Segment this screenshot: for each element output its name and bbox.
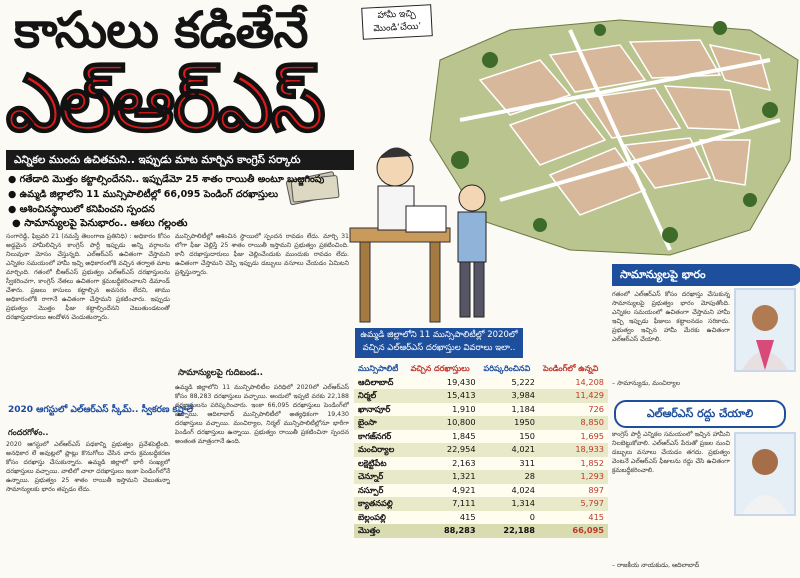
number-cell: 415 (407, 511, 480, 525)
bullet-3: ● ఆశించినస్థాయిలో కనిపించని స్పందన (8, 204, 155, 215)
table-row (354, 403, 608, 417)
article-column-1: సంగారెడ్డి, ఫిబ్రవరి 21 (నమస్తే తెలంగాణ ప్రతినిధి) : అధికారం కోసం అడ్డమైన హామీలిచ్చిన కాంగ్రెస్ పార్టీ ఇప్పుడు అన్ని వర్గాలను నిలువునా మోసం చేస్తున్నది. ఎల్ఆర్ఎస్ ఉచితంగా చేస్తామని ఎన్నికల సమయంలో హామీ ఇచ్చి అధికారంలోకి వచ్చిన తర్వాత మాట మార్చింది. గతంలో బీఆర్ఎస్ ప్రభుత్వం ఎల్ఆర్ఎస్ దరఖాస్తులను స్వీకరించగా, కాంగ్రెస్ నేతలు ఉచితంగా క్రమబద్ధీకరించాలని డిమాండ్ చేశారు. ప్రజలు కాసులు కట్టాల్సిన అవసరం లేదని, తాము అధికారంలోకి రాగానే ఉచితంగా చేస్తామని ప్రకటించారు. ఇప్పుడు ప్రభుత్వం మొత్తం ఫీజు కట్టాల్సిందేనని చెబుతుండటంతో దరఖాస్తుదారులు ఆందోళన చెందుతున్నారు. (6, 233, 170, 321)
table-row (354, 511, 608, 525)
article-column-1b: 2020 ఆగస్టులో ఎల్ఆర్ఎస్ పథకాన్ని ప్రభుత్వం ప్రవేశపెట్టింది. అనధికార లే అవుట్లలో ప్లాట్లు కొనుగోలు చేసిన వారు క్రమబద్ధీకరణ కోసం దరఖాస్తు చేసుకున్నారు. ఉమ్మడి జిల్లాలో భారీ సంఖ్యలో దరఖాస్తులు వచ్చాయి. వాటిలో చాలా దరఖాస్తులు ఇంకా పెండింగ్‌లోనే ఉన్నాయి. ప్రభుత్వం 25 శాతం రాయితీ ఇస్తామని చెబుతున్నా సామాన్యులకు భారం తప్పడం లేదు. (6, 441, 170, 493)
number-cell: 1,910 (407, 403, 480, 417)
number-cell: 1,293 (539, 470, 608, 484)
number-cell: 22,954 (407, 443, 480, 457)
table-row (354, 376, 608, 390)
table-header-row (354, 362, 608, 376)
subhead: ● సామాన్యులపై పెనుభారం.. ఆశలు గల్లంతు (12, 218, 188, 229)
table-row (354, 497, 608, 511)
number-cell: 1,314 (480, 497, 539, 511)
number-cell: 11,429 (539, 389, 608, 403)
headline-line-2: ఎల్ఆర్ఎస్ (6, 59, 324, 149)
table-row (354, 457, 608, 471)
number-cell: 3,984 (480, 389, 539, 403)
header-resolved: పరిష్కరించినవి (483, 364, 531, 373)
number-cell: 4,921 (407, 484, 480, 498)
table-total-row (354, 524, 608, 538)
applications-table (354, 362, 608, 538)
number-cell: 1,852 (539, 457, 608, 471)
number-cell: 1950 (480, 416, 539, 430)
number-cell: 5,222 (480, 376, 539, 390)
number-cell: 10,800 (407, 416, 480, 430)
number-cell: 15,413 (407, 389, 480, 403)
municipality-cell: బెల్లంపల్లి (354, 511, 407, 525)
number-cell: 8,850 (539, 416, 608, 430)
table-caption: ఉమ్మడి జిల్లాలోని 11 మున్సిపాలిటీల్లో 2020లో వచ్చిన ఎల్ఆర్ఎస్ దరఖాస్తుల వివరాలు ఇలా.. (355, 328, 523, 358)
number-cell: 5,797 (539, 497, 608, 511)
person-photo-2 (734, 432, 796, 516)
sidebar-box2-title: ఎల్ఆర్ఎస్ రద్దు చేయాలి (614, 400, 786, 428)
bullet-1: ● గతేడాది మొత్తం కట్టాల్సిందేనని.. ఇప్పుడేమో 25 శాతం రాయితీ అంటూ బుజ్జగింపు (8, 174, 325, 185)
number-cell: 415 (539, 511, 608, 525)
header-pending: పెండింగ్‌లో ఉన్నవి (543, 364, 599, 373)
municipality-cell: బైంసా (354, 416, 407, 430)
number-cell: 1,321 (407, 470, 480, 484)
sidebar-box2-text: కాంగ్రెస్ పార్టీ ఎన్నికల సమయంలో ఇచ్చిన హామీని నిలబెట్టుకోవాలి. ఎల్ఆర్ఎస్ పేరుతో ప్రజల నుంచి డబ్బులు వసూలు చేయడం తగదు. ప్రభుత్వం వెంటనే ఎల్ఆర్ఎస్ ఫీజులను రద్దు చేసి ఉచితంగా క్రమబద్ధీకరించాలి. (612, 431, 730, 474)
table-row (354, 430, 608, 444)
number-cell: 4,024 (480, 484, 539, 498)
municipality-cell: లక్షెట్టిపేట (354, 457, 407, 471)
section-head-1: 2020 ఆగస్టులో ఎల్ఆర్ఎస్ స్కీమ్.. స్వీకరణ కష్టాలే (8, 405, 193, 415)
number-cell: 28 (480, 470, 539, 484)
municipality-cell: మంచిర్యాల (354, 443, 407, 457)
headline-bar: ఎన్నికల ముందు ఉచితమని.. ఇప్పుడు మాట మార్చిన కాంగ్రెస్ సర్కారు (6, 150, 354, 170)
municipality-cell: నిర్మల్ (354, 389, 407, 403)
number-cell: 4,021 (480, 443, 539, 457)
bullet-2: ● ఉమ్మడి జిల్లాలోని 11 మున్సిపాలిటీల్లో 66,095 పెండింగ్ దరఖాస్తులు (8, 189, 279, 200)
municipality-cell: క్యాతనపల్లి (354, 497, 407, 511)
section-head-3: సామాన్యులపై గుదిబండ.. (178, 368, 264, 378)
headline-line-1: కాసులు కడితేనే (14, 1, 308, 59)
header-municipality: మున్సిపాలిటీ (358, 364, 399, 373)
header-received: వచ్చిన దరఖాస్తులు (410, 364, 470, 373)
sidebar-box1-title: సామాన్యులపై భారం (612, 264, 800, 286)
number-cell: 19,430 (407, 376, 480, 390)
sidebar-box1-caption: – సామాన్యుడు, మంచిర్యాల (612, 380, 681, 387)
number-cell: 66,095 (539, 524, 608, 538)
number-cell: 897 (539, 484, 608, 498)
sidebar-box1-text: గతంలో ఎల్ఆర్ఎస్ కోసం దరఖాస్తు చేసుకున్న సామాన్యులపై ప్రభుత్వం భారం మోపుతోంది. ఎన్నికల సమయంలో ఉచితంగా చేస్తామని హామీ ఇచ్చి ఇప్పుడు ఫీజులు కట్టాలనడం సరికాదు. ప్రభుత్వం ఇచ్చిన హామీ మేరకు ఉచితంగా ఎల్ఆర్ఎస్ చేయాలి. (612, 291, 730, 343)
number-cell: 1,184 (480, 403, 539, 417)
number-cell: 18,933 (539, 443, 608, 457)
municipality-cell: చెన్నూర్ (354, 470, 407, 484)
municipality-cell: ఖానాపూర్ (354, 403, 407, 417)
number-cell: 22,188 (480, 524, 539, 538)
number-cell: 1,845 (407, 430, 480, 444)
number-cell: 88,283 (407, 524, 480, 538)
municipality-cell: ఆదిలాబాద్ (354, 376, 407, 390)
table-row (354, 389, 608, 403)
municipality-cell: కాగజ్‌నగర్ (354, 430, 407, 444)
sidebar-box2-caption: – రాజకీయ నాయకుడు, ఆదిలాబాద్ (612, 562, 700, 569)
number-cell: 0 (480, 511, 539, 525)
person-photo-1 (734, 288, 796, 372)
number-cell: 7,111 (407, 497, 480, 511)
clerk-cartoon-illustration (340, 128, 510, 328)
municipality-cell: నస్పూర్ (354, 484, 407, 498)
kicker-tag: హామీ ఇచ్చి మొండి‘చేయి’ (361, 4, 433, 40)
table-row (354, 470, 608, 484)
number-cell: 1,695 (539, 430, 608, 444)
number-cell: 311 (480, 457, 539, 471)
municipality-cell: మొత్తం (354, 524, 407, 538)
number-cell: 2,163 (407, 457, 480, 471)
article-column-3: ఉమ్మడి జిల్లాలోని 11 మున్సిపాలిటీల పరిధిలో 2020లో ఎల్ఆర్ఎస్ కోసం 88,283 దరఖాస్తులు వచ్చాయి. అందులో ఇప్పటి వరకు 22,188 దరఖాస్తులను పరిష్కరించారు. ఇంకా 66,095 దరఖాస్తులు పెండింగ్‌లో ఉన్నాయి. ఆదిలాబాద్ మున్సిపాలిటీలో అత్యధికంగా 19,430 దరఖాస్తులు వచ్చాయి. మంచిర్యాల, నిర్మల్ మున్సిపాలిటీల్లోనూ భారీగా పెండింగ్ దరఖాస్తులు ఉన్నాయి. ప్రభుత్వం రాయితీ ప్రకటించినా స్పందన అంతంత మాత్రంగానే ఉంది. (175, 384, 349, 445)
number-cell: 150 (480, 430, 539, 444)
article-column-2: మున్సిపాలిటీల్లో ఆశించిన స్థాయిలో స్పందన రావడం లేదు. మార్చి 31 లోగా ఫీజు చెల్లిస్తే 25 శాతం రాయితీ ఇస్తామని ప్రభుత్వం ప్రకటించింది. కానీ దరఖాస్తుదారులు ఫీజు చెల్లించేందుకు ముందుకు రావడం లేదు. ఉచితంగా చేస్తామని చెప్పి ఇప్పుడు డబ్బులు వసూలు చేయడం ఏమిటని ప్రశ్నిస్తున్నారు. (175, 233, 349, 276)
number-cell: 14,208 (539, 376, 608, 390)
table-row (354, 416, 608, 430)
table-row (354, 484, 608, 498)
section-head-2: గందరగోళం.. (8, 428, 49, 437)
number-cell: 726 (539, 403, 608, 417)
table-row (354, 443, 608, 457)
